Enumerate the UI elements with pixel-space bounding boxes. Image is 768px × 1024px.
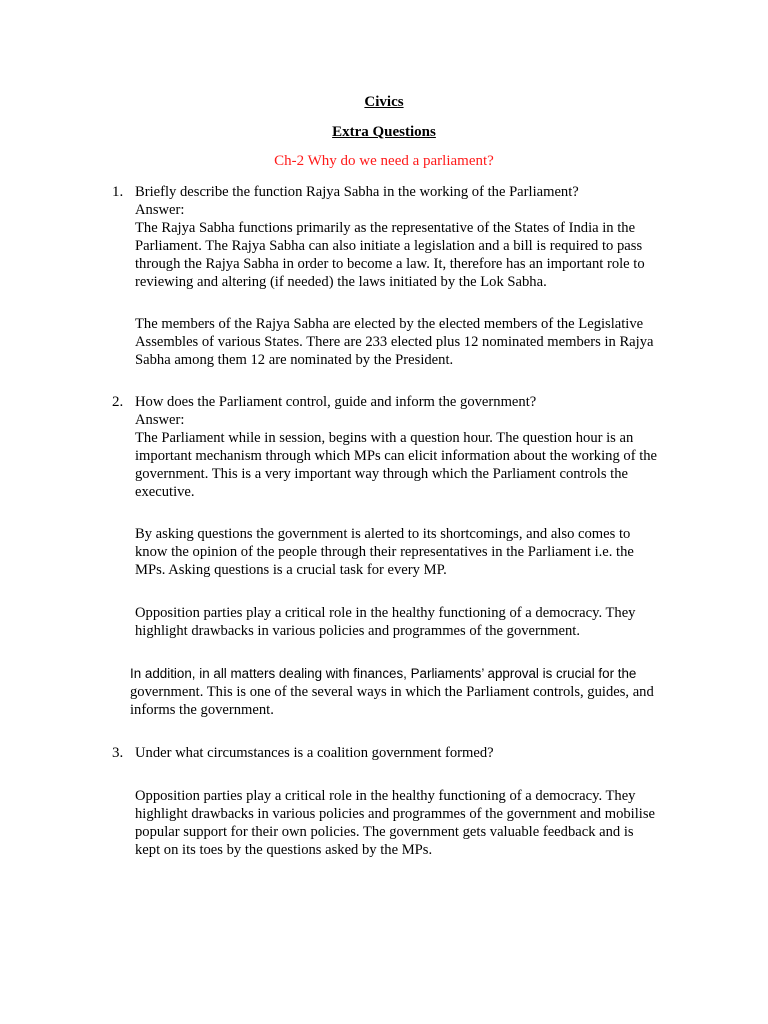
- question-2-answer-label: Answer:: [135, 412, 185, 428]
- question-1-answer-label: Answer:: [135, 202, 185, 218]
- answer-line: kept on its toes by the questions asked by the MPs.: [135, 842, 433, 858]
- chapter-title: Ch-2 Why do we need a parliament?: [274, 153, 494, 169]
- answer-line: know the opinion of the people through their representatives in the Parliament i.e. the: [135, 544, 634, 560]
- answer-line: highlight drawbacks in various policies and programmes of the government and mobilise: [135, 806, 655, 822]
- question-1-number: 1.: [112, 184, 124, 200]
- answer-line: reviewing and altering (if needed) the laws initiated by the Lok Sabha.: [135, 274, 547, 290]
- question-3: [135, 744, 494, 762]
- question-3-number: 3.: [112, 745, 124, 761]
- question-2-number: 2.: [112, 394, 124, 410]
- question-1-text: Briefly describe the function Rajya Sabha in the working of the Parliament?: [135, 184, 579, 200]
- question-3-paragraph-1: [135, 787, 655, 859]
- answer-line: The Rajya Sabha functions primarily as the representative of the States of India in the: [135, 220, 636, 236]
- question-2-paragraph-4: [130, 665, 654, 719]
- section-title: Extra Questions: [332, 124, 436, 140]
- question-1: [135, 183, 645, 291]
- answer-line: through the Rajya Sabha in order to become a law. It, therefore has an important role to: [135, 256, 645, 272]
- answer-line: Sabha among them 12 are nominated by the President.: [135, 352, 454, 368]
- question-2-paragraph-2: [135, 525, 634, 579]
- answer-line: Opposition parties play a critical role in the healthy functioning of a democracy. They: [135, 788, 636, 804]
- question-1-paragraph-2: [135, 315, 653, 369]
- answer-line: The members of the Rajya Sabha are elected by the elected members of the Legislative: [135, 316, 644, 332]
- answer-line: popular support for their own policies. The government gets valuable feedback and is: [135, 824, 634, 840]
- answer-line: Assembles of various States. There are 233 elected plus 12 nominated members in Rajya: [135, 334, 654, 350]
- answer-line: Opposition parties play a critical role in the healthy functioning of a democracy. They: [135, 605, 636, 621]
- subject-title: Civics: [364, 94, 404, 110]
- answer-line: By asking questions the government is alerted to its shortcomings, and also comes to: [135, 526, 631, 542]
- answer-line: Parliament. The Rajya Sabha can also initiate a legislation and a bill is required to pass: [135, 238, 643, 254]
- answer-line: important mechanism through which MPs can elicit information about the working of the: [135, 448, 658, 464]
- question-2-paragraph-3: [135, 604, 635, 640]
- answer-line: MPs. Asking questions is a crucial task for every MP.: [135, 562, 447, 578]
- answer-line: highlight drawbacks in various policies and programmes of the government.: [135, 623, 581, 639]
- answer-line: In addition, in all matters dealing with finances, Parliaments’ approval is crucial for the: [130, 666, 637, 681]
- answer-line: government. This is a very important way through which the Parliament controls the: [135, 466, 628, 482]
- answer-line: informs the government.: [130, 702, 274, 718]
- answer-line: The Parliament while in session, begins with a question hour. The question hour is an: [135, 430, 634, 446]
- question-2: [135, 393, 657, 501]
- answer-line: executive.: [135, 484, 195, 500]
- question-2-text: How does the Parliament control, guide and inform the government?: [135, 394, 537, 410]
- question-3-text: Under what circumstances is a coalition government formed?: [135, 745, 494, 761]
- answer-line: government. This is one of the several ways in which the Parliament controls, guides, and: [130, 684, 654, 700]
